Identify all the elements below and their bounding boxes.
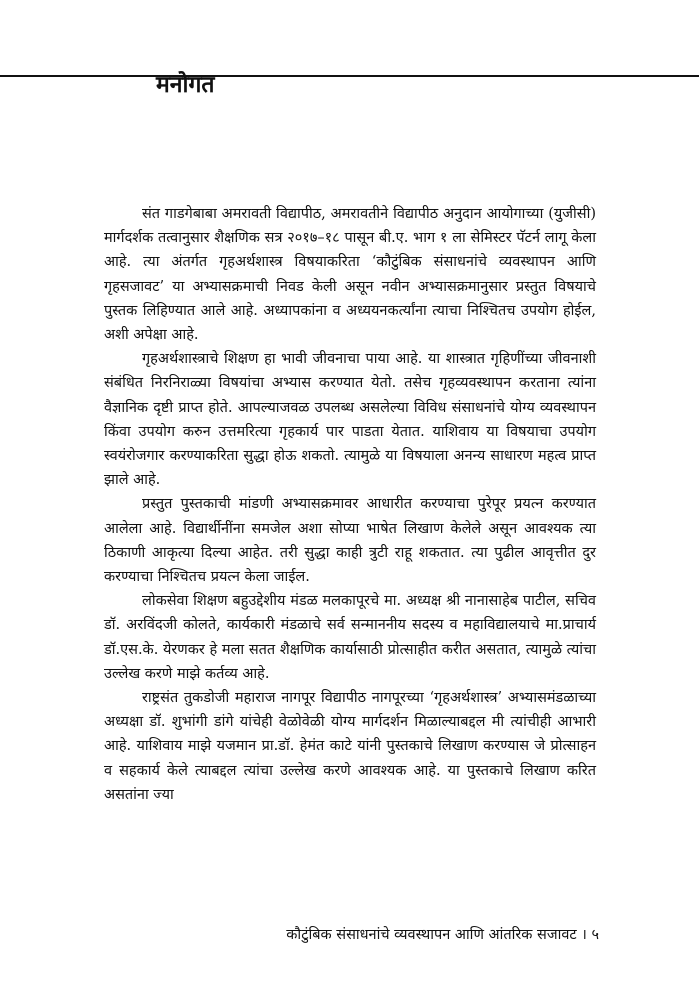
paragraph: प्रस्तुत पुस्तकाची मांडणी अभ्यासक्रमावर आधारीत करण्याचा पुरेपूर प्रयत्न करण्यात आलेला आहे. विद्यार्थीनींना समजेल अशा सोप्या भाषेत लिखाण केलेले असून आवश्यक त्या ठिकाणी आकृत्या दिल्या आहेत. तरी सुद्धा काही त्रुटी राहू शकतात. त्या पुढील आवृत्तीत दुर करण्याचा निश्चितच प्रयत्न केला जाईल. xyxy=(104,496,596,586)
paragraph: गृहअर्थशास्त्राचे शिक्षण हा भावी जीवनाचा पाया आहे. या शास्त्रात गृहिणींच्या जीवनाशी संबंधित निरनिराळ्या विषयांचा अभ्यास करण्यात येतो. तसेच गृहव्यवस्थापन करताना त्यांना वैज्ञानिक दृष्टी प्राप्त होते. आपल्याजवळ उपलब्ध असलेल्या विविध संसाधनांचे योग्य व्यवस्थापन किंवा उपयोग करुन उत्तमरित्या गृहकार्य पार पाडता येतात. याशिवाय या विषयाचा उपयोग स्वयंरोजगार करण्याकरिता सुद्धा होऊ शकतो. त्यामुळे या विषयाला अनन्य साधारण महत्व प्राप्त झाले आहे. xyxy=(104,351,596,489)
page-title: मनोगत xyxy=(156,72,215,98)
paragraph: लोकसेवा शिक्षण बहुउद्देशीय मंडळ मलकापूरचे मा. अध्यक्ष श्री नानासाहेब पाटील, सचिव डॉ. अरविंदजी कोलते, कार्यकारी मंडळाचे सर्व सन्माननीय सदस्य व महाविद्यालयाचे मा.प्राचार्य डॉ.एस.के. येरणकर हे मला सतत शैक्षणिक कार्यासाठी प्रोत्साहीत करीत असतात, त्यामुळे त्यांचा उल्लेख करणे माझे कर्तव्य आहे. xyxy=(104,593,596,682)
paragraph: संत गाडगेबाबा अमरावती विद्यापीठ, अमरावतीने विद्यापीठ अनुदान आयोगाच्या (युजीसी) मार्गदर्शक तत्वानुसार शैक्षणिक सत्र २०१७–१८ पासून बी.ए. भाग १ ला सेमिस्टर पॅटर्न लागू केला आहे. त्या अंतर्गत गृहअर्थशास्त्र विषयाकरिता ‘कौटुंबिक संसाधनांचे व्यवस्थापन आणि गृहसजावट’ या अभ्यासक्रमाची निवड केली असून नवीन अभ्यासक्रमानुसार प्रस्तुत विषयाचे पुस्तक लिहिण्यात आले आहे. अध्यापकांना व अध्ययनकर्त्यांना त्याचा निश्चितच उपयोग होईल, अशी अपेक्षा आहे. xyxy=(104,206,596,344)
page-footer: कौटुंबिक संसाधनांचे व्यवस्थापन आणि आंतरिक सजावट । ५ xyxy=(286,927,599,943)
paragraph: राष्ट्रसंत तुकडोजी महाराज नागपूर विद्यापीठ नागपूरच्या ‘गृहअर्थशास्त्र’ अभ्यासमंडळाच्या अध्यक्षा डॉ. शुभांगी डांगे यांचेही वेळोवेळी योग्य मार्गदर्शन मिळाल्याबद्दल मी त्यांचीही आभारी आहे. याशिवाय माझे यजमान प्रा.डॉ. हेमंत काटे यांनी पुस्तकाचे लिखाण करण्यास जे प्रोत्साहन व सहकार्य केले त्याबद्दल त्यांचा उल्लेख करणे आवश्यक आहे. या पुस्तकाचे लिखाण करित असतांना ज्या xyxy=(104,690,596,803)
body-text xyxy=(104,202,596,807)
header-rule xyxy=(0,75,699,77)
